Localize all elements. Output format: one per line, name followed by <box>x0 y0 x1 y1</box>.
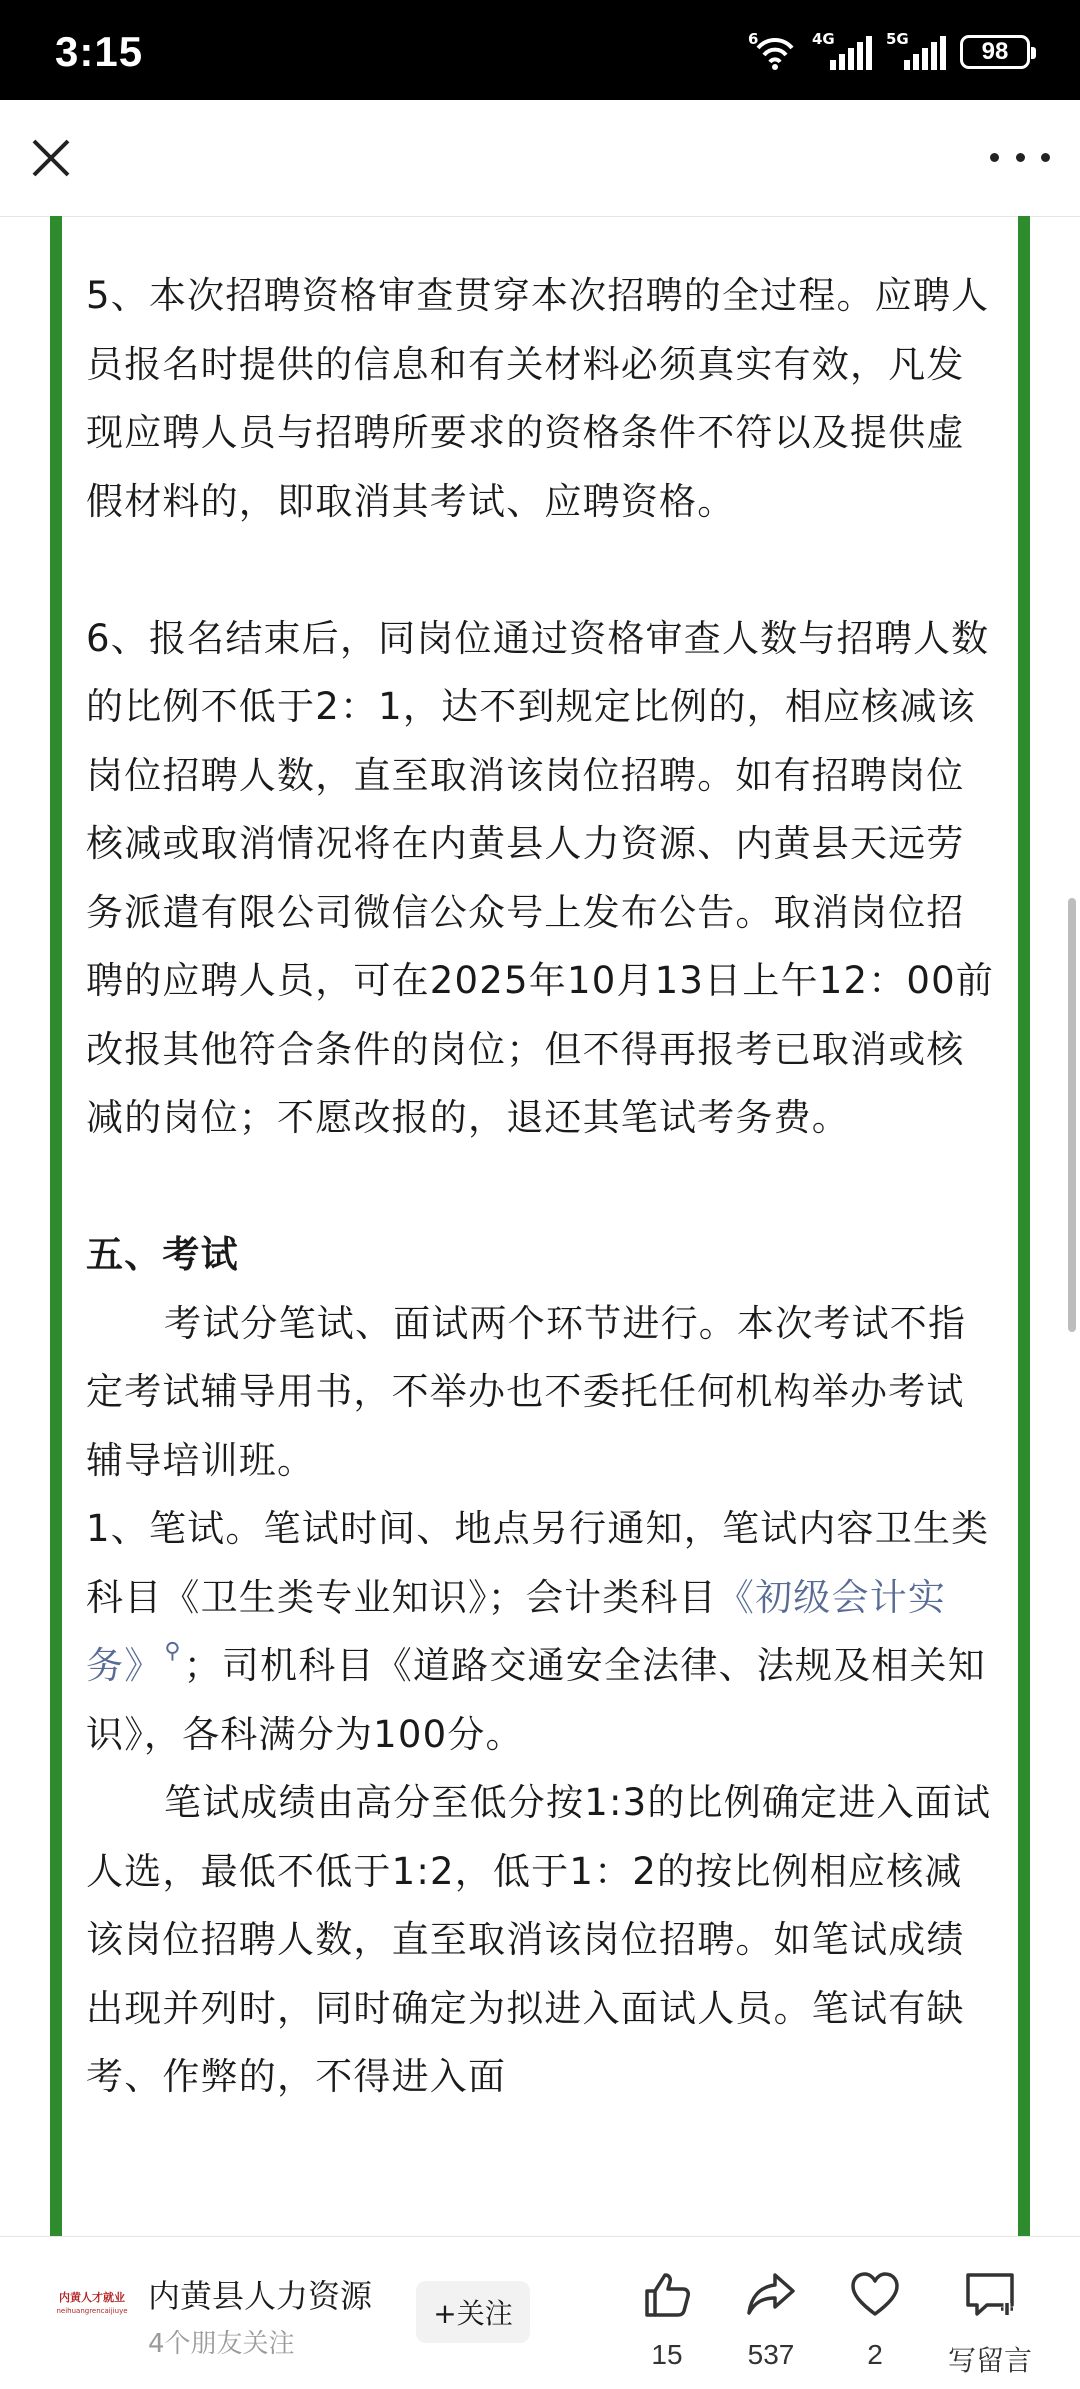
written-exam-text-a: 1、笔试。笔试时间、地点另行通知，笔试内容卫生类科目《卫生类专业知识》；会计类科目 <box>86 1507 990 1619</box>
like-button[interactable] <box>612 2259 722 2379</box>
paragraph-written-exam <box>86 1495 1000 1769</box>
signal-5g-label: 5G <box>886 30 909 48</box>
paragraph-6: 6、报名结束后，同岗位通过资格审查人数与招聘人数的比例不低于2：1，达不到规定比例的，相应核减该岗位招聘人数，直至取消该岗位招聘。如有招聘岗位核减或取消情况将在内黄县人力资源、内黄县天远劳务派遣有限公司微信公众号上发布公告。取消岗位招聘的应聘人员，可在2025年10月13日上午12：00前改报其他符合条件的岗位；但不得再报考已取消或核减的岗位；不愿改报的，退还其笔试考务费。 <box>86 616 995 1139</box>
written-exam-text-b: ；司机科目《道路交通安全法律、法规及相关知识》，各科满分为100分。 <box>86 1644 986 1756</box>
article-content <box>86 262 1000 2112</box>
signal-4g-label: 4G <box>812 30 835 48</box>
favorite-count: 2 <box>867 2339 883 2370</box>
comment-label: 写留言 <box>947 2345 1032 2376</box>
share-count: 537 <box>747 2339 795 2370</box>
more-options-icon[interactable] <box>990 145 1050 169</box>
search-icon[interactable]: ⚲ <box>164 1639 182 1664</box>
comment-icon <box>963 2269 1017 2321</box>
favorite-button[interactable] <box>820 2259 930 2379</box>
top-nav <box>0 100 1080 217</box>
comment-button[interactable] <box>930 2259 1050 2379</box>
account-logo[interactable]: 内黄人才就业 neihuangrencaijiuye <box>56 2291 128 2315</box>
wifi-label: 6 <box>748 30 759 48</box>
account-name[interactable]: 内黄县人力资源 <box>148 2277 373 2315</box>
like-count: 15 <box>651 2339 683 2370</box>
thumbs-up-icon <box>641 2269 693 2321</box>
wifi-icon <box>748 30 798 70</box>
paragraph-score-rule: 笔试成绩由高分至低分按1:3的比例确定进入面试人选，最低不低于1:2，低于1：2的按比例相应核减该岗位招聘人数，直至取消该岗位招聘。如笔试成绩出现并列时，同时确定为拟进入面试人员。笔试有缺考、作弊的，不得进入面 <box>86 1781 992 2098</box>
signal-4g-icon <box>812 30 872 70</box>
scrollbar[interactable] <box>1068 898 1076 1332</box>
status-bar <box>0 0 1080 100</box>
heart-icon <box>849 2269 901 2321</box>
battery-level: 98 <box>981 38 1009 65</box>
paragraph-5: 5、本次招聘资格审查贯穿本次招聘的全过程。应聘人员报名时提供的信息和有关材料必须真实有效，凡发现应聘人员与招聘所要求的资格条件不符以及提供虚假材料的，即取消其考试、应聘资格。 <box>86 274 990 523</box>
status-icons <box>748 30 1030 74</box>
bottom-bar <box>0 2236 1080 2389</box>
share-icon <box>745 2269 797 2321</box>
follow-button[interactable]: +关注 <box>416 2281 530 2343</box>
signal-5g-icon <box>886 30 946 70</box>
account-friends: 4个朋友关注 <box>148 2329 295 2359</box>
close-icon[interactable] <box>26 133 76 183</box>
section-heading-exam: 五、考试 <box>86 1233 239 1276</box>
paragraph-exam-intro: 考试分笔试、面试两个环节进行。本次考试不指定考试辅导用书，不举办也不委托任何机构举办考试辅导培训班。 <box>86 1301 967 1482</box>
battery-icon <box>960 35 1030 69</box>
share-button[interactable] <box>716 2259 826 2379</box>
keyword-link[interactable]: 《初级会计实务》 <box>86 1575 947 1687</box>
status-time: 3:15 <box>55 28 144 75</box>
